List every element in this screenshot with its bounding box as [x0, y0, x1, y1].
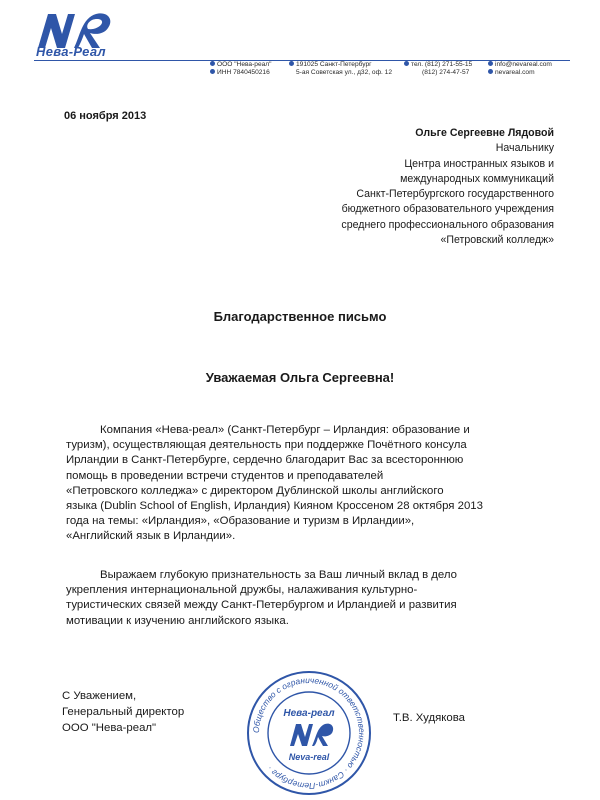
website-link[interactable]: nevareal.com [495, 69, 535, 76]
letterhead-company: ООО "Нева-реал" ИНН 7840450216 [210, 61, 271, 77]
body-paragraph-1 [66, 423, 558, 545]
paragraph-line: Выражаем глубокую признательность за Ваш личный вклад в дело [100, 569, 458, 581]
email-link[interactable]: info@nevareal.com [495, 61, 552, 68]
signer-name: Т.В. Худякова [393, 712, 465, 724]
recipient-line: бюджетного образовательного учреждения [341, 203, 554, 216]
paragraph-line: «Петровского колледжа» с директором Дублинской школы английского [66, 484, 444, 497]
paragraph-line: туризм), осуществляющая деятельность при поддержке Почётного консула [66, 439, 467, 452]
recipient-line: международных коммуникаций [400, 172, 554, 185]
recipient-name: Ольге Сергеевне Лядовой [415, 127, 554, 139]
company-stamp-icon [244, 668, 374, 798]
paragraph-line: Компания «Нева-реал» (Санкт-Петербург – Ирландия: образование и [100, 424, 470, 436]
recipient-line: среднего профессионального образования [341, 218, 554, 231]
bullet-icon [488, 69, 493, 74]
bullet-icon [210, 69, 215, 74]
bullet-icon [488, 61, 493, 66]
logo-wordmark: Нева-Реал [36, 44, 106, 59]
bullet-icon [289, 61, 294, 66]
paragraph-line: укрепления интернациональной дружбы, налаживания культурно- [66, 584, 418, 597]
company-logo-icon [34, 8, 124, 68]
letterhead-phones: тел. (812) 271-55-15 (812) 274-47-57 [404, 61, 472, 77]
paragraph-line: года на темы: «Ирландия», «Образование и туризм в Ирландии», [66, 515, 415, 528]
recipient-line: Центра иностранных языков и [404, 157, 554, 170]
bullet-icon [210, 61, 215, 66]
recipient-line: «Петровский колледж» [440, 234, 554, 247]
recipient-line: Начальнику [495, 142, 554, 155]
paragraph-line: «Английский язык в Ирландии». [66, 530, 236, 543]
letterhead-address: 191025 Санкт-Петербург 5-ая Советская ул., д32, оф. 12 [289, 61, 392, 77]
stamp-ring-text: Общество с ограниченной ответственностью · Санкт-Петербург · [250, 674, 368, 792]
letter-title: Благодарственное письмо [213, 309, 387, 324]
signer-position: Генеральный директор [62, 706, 185, 718]
paragraph-line: мотивации к изучению английского языка. [66, 614, 289, 627]
recipient-line: Санкт-Петербургского государственного [356, 188, 554, 201]
signer-company: ООО "Нева-реал" [62, 722, 157, 734]
bullet-icon [404, 61, 409, 66]
paragraph-line: помощь в проведении встречи студентов и преподавателей [66, 469, 384, 482]
closing: С Уважением, [62, 690, 137, 702]
paragraph-line: туристических связей между Санкт-Петербургом и Ирландией и развития [66, 599, 457, 612]
stamp-top-text: Нева-реал [283, 708, 335, 719]
salutation: Уважаемая Ольга Сергеевна! [205, 370, 395, 385]
body-paragraph-2 [66, 568, 558, 629]
recipient-block [254, 126, 554, 248]
paragraph-line: Ирландии в Санкт-Петербурге, сердечно благодарит Вас за всестороннюю [66, 454, 464, 467]
signature-block [62, 688, 184, 736]
letter-date: 06 ноября 2013 [64, 110, 147, 122]
paragraph-line: языка (Dublin School of English, Ирландия) Кияном Кроссеном 28 октября 2013 [66, 500, 483, 513]
stamp-bottom-text: Neva-real [288, 752, 330, 762]
letterhead-web [488, 61, 552, 77]
